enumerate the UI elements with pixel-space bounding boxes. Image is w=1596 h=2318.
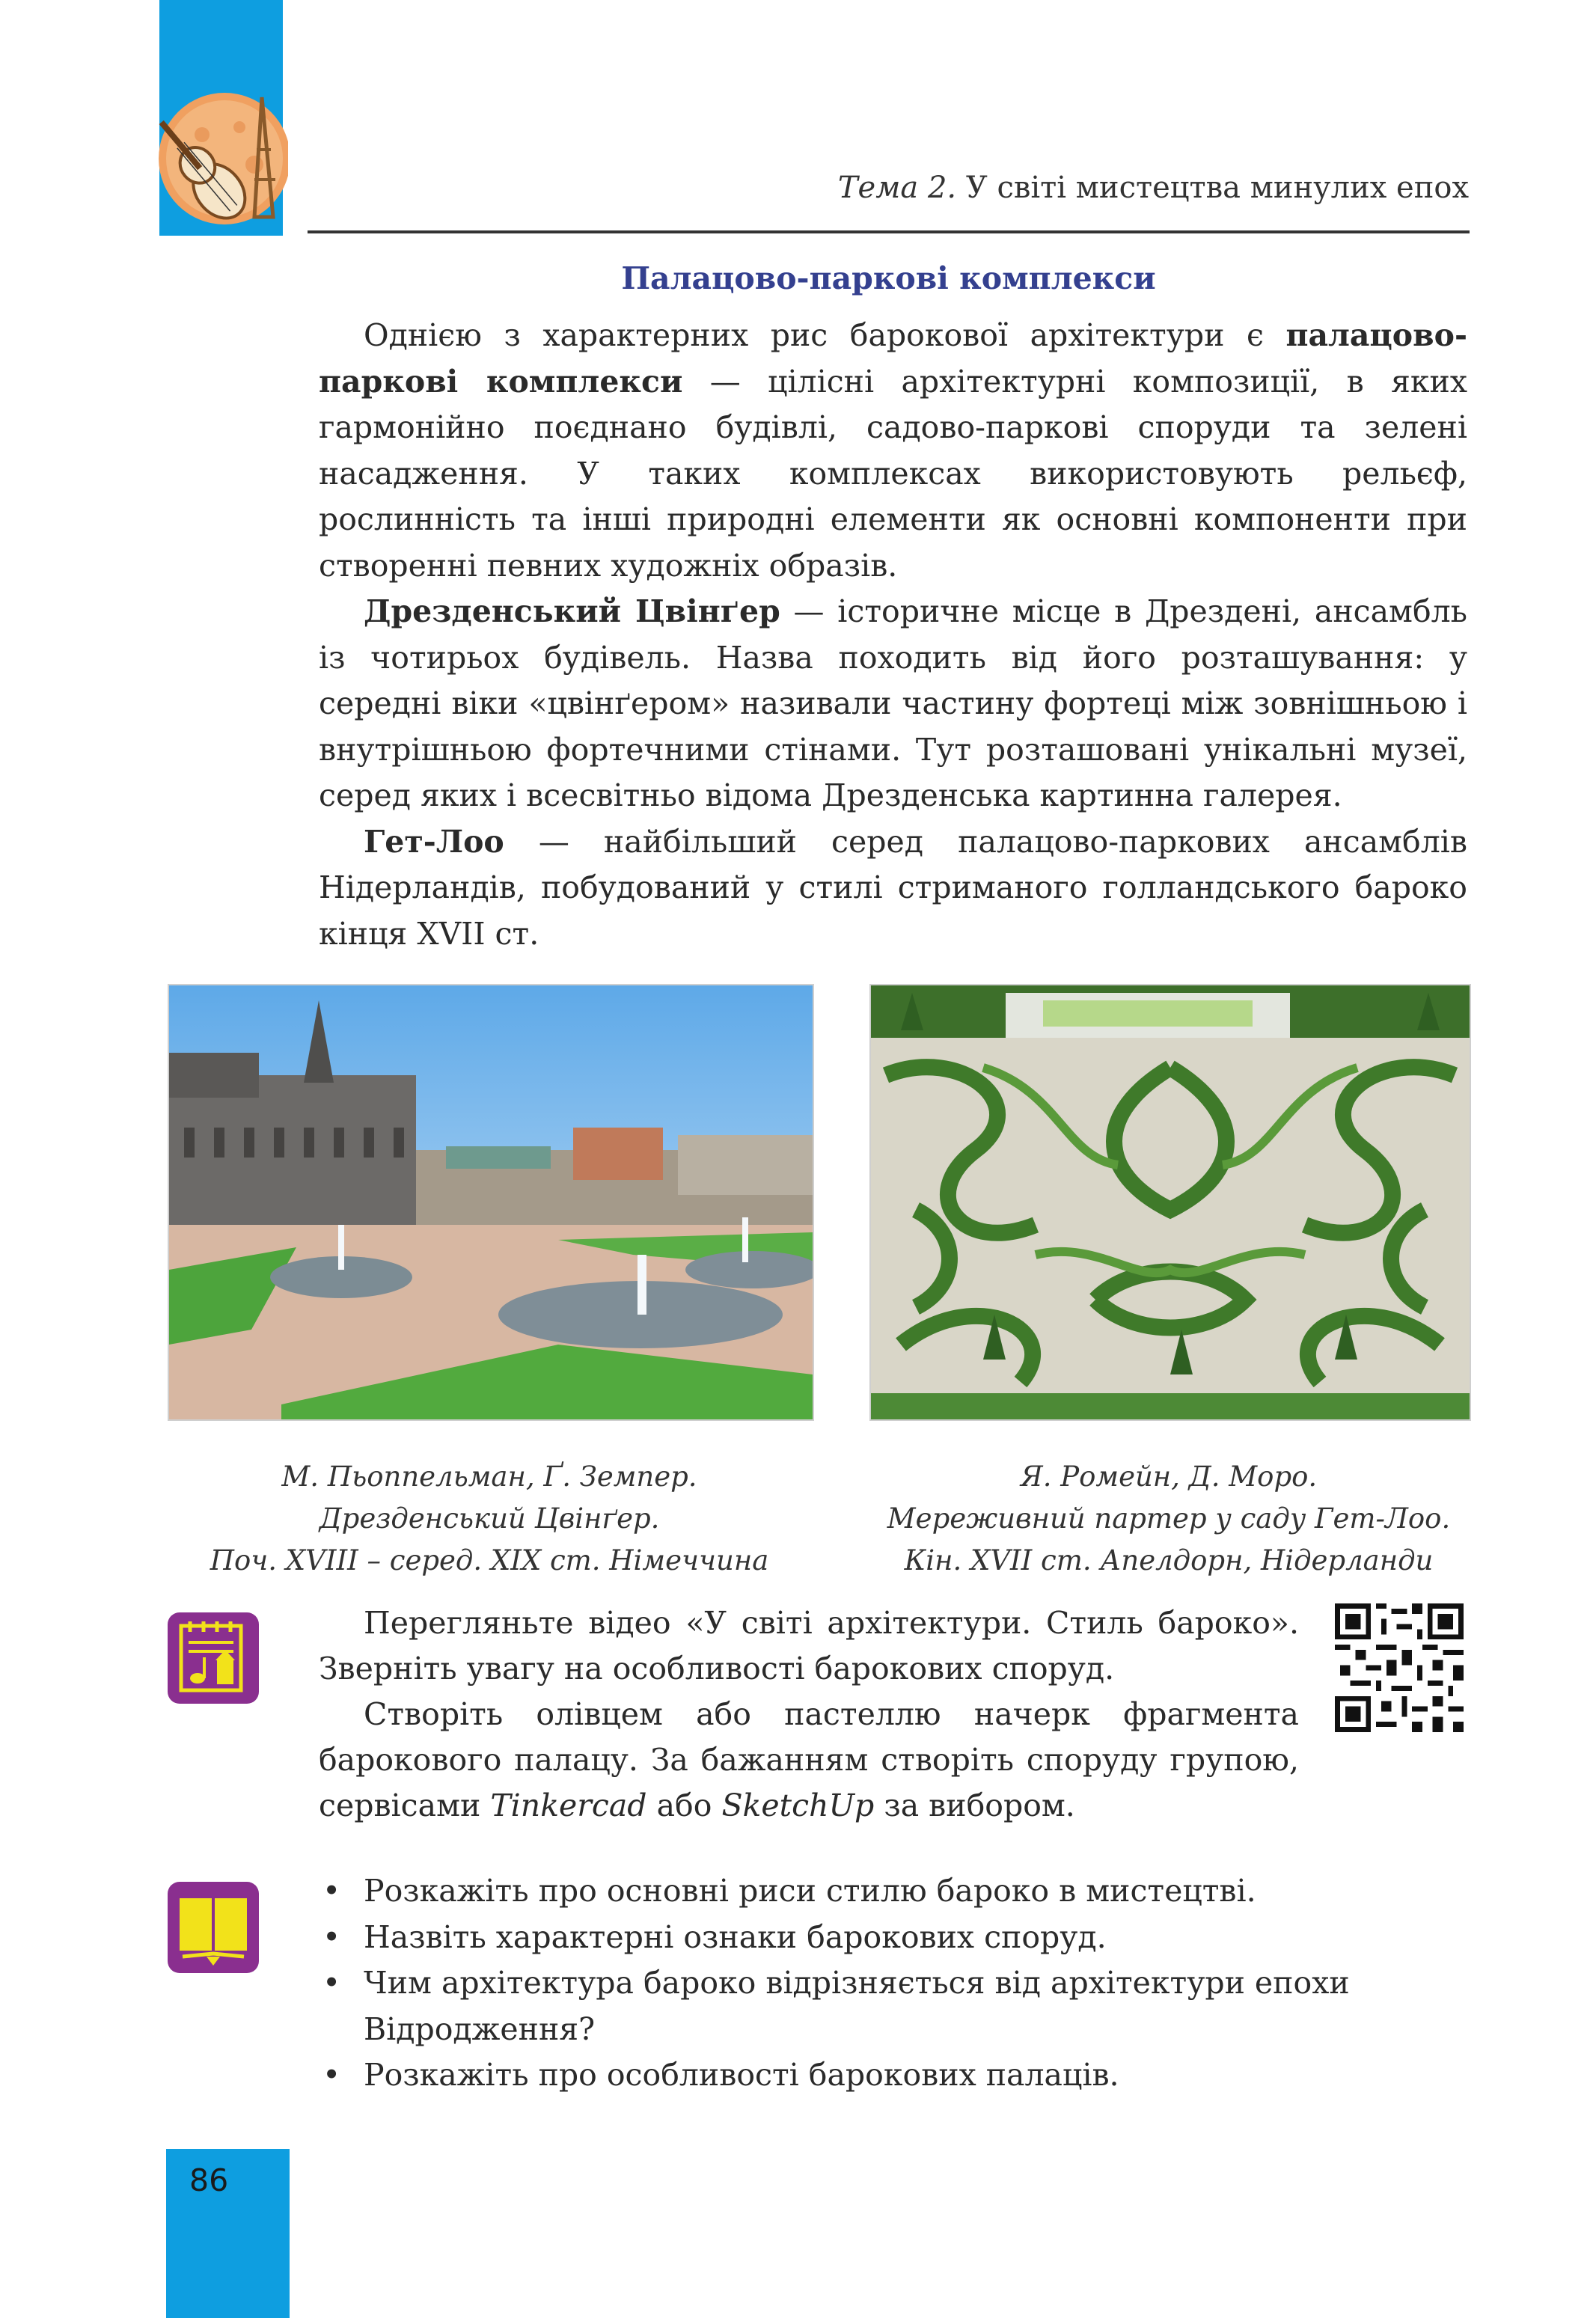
- question-text: Назвіть характерні ознаки барокових споруд.: [364, 1918, 1107, 1955]
- task-sketch: [319, 1692, 1299, 1829]
- zwinger-caption-title: Дрезденський Цвінґер.: [319, 1502, 660, 1535]
- task-sketch-end: за вибором.: [874, 1788, 1075, 1823]
- p2-term: Дрезденський Цвінґер: [364, 593, 780, 629]
- p3-text: — найбільший серед палацово-паркових ансамблів Нідерландів, побудований у стилі стриманого голландського бароко кінця XVII ст.: [319, 823, 1467, 952]
- zwinger-photo: [168, 984, 814, 1421]
- book-icon: [168, 1882, 259, 1973]
- p3-term: Гет-Лоо: [364, 823, 504, 860]
- topic-title: У світі мистецтва минулих епох: [965, 171, 1469, 205]
- music-note-icon: [168, 1612, 259, 1704]
- running-header: [838, 171, 1469, 205]
- review-questions: [319, 1868, 1467, 2099]
- bullet: •: [322, 2057, 341, 2093]
- question-item: [319, 2052, 1467, 2099]
- task-sketch-text: Створіть олівцем або пастеллю начерк фрагмента барокового палацу. За бажанням створіть споруду групою, сервісами: [319, 1696, 1299, 1823]
- tinkercad-name: Tinkercad: [490, 1788, 647, 1823]
- p1-text-rest: — цілісні архітектурні композиції, в яких гармонійно поєднано будівлі, садово-паркові споруди та зелені насадження. У таких комплексах використовують рельєф, рослинність та інші природні елементи як основні компоненти при створенні певних художніх образів.: [319, 363, 1467, 584]
- het-loo-caption-title: Мереживний партер у саду Гет-Лоо.: [887, 1502, 1451, 1535]
- violin-eiffel-emblem-icon: [142, 90, 288, 236]
- question-text: Розкажіть про особливості барокових палаців.: [364, 2057, 1119, 2093]
- het-loo-photo: [869, 984, 1471, 1421]
- question-text: Розкажіть про основні риси стилю бароко в мистецтві.: [364, 1873, 1256, 1909]
- header-rule: [308, 230, 1470, 233]
- page-number: 86: [189, 2162, 229, 2198]
- section-title: Палацово-паркові комплекси: [621, 260, 1156, 296]
- body-text: [319, 313, 1467, 957]
- sketchup-name: SketchUp: [721, 1788, 875, 1823]
- topic-label: Тема 2.: [837, 171, 957, 205]
- het-loo-caption: [869, 1456, 1468, 1582]
- question-item: [319, 1868, 1467, 1915]
- p1-text: Однією з характерних рис барокової архітектури є: [364, 317, 1286, 353]
- paragraph-palace-complexes: [319, 313, 1467, 589]
- het-loo-caption-authors: Я. Ромейн, Д. Моро.: [1020, 1461, 1318, 1493]
- paragraph-zwinger: [319, 589, 1467, 819]
- bullet: •: [322, 1965, 341, 2001]
- question-item: [319, 1960, 1467, 2052]
- bullet: •: [322, 1873, 341, 1909]
- p2-text: — історичне місце в Дрездені, ансамбль із чотирьох будівель. Назва походить від його розташування: у середні віки «цвінґером» називали частину фортеці між зовнішньою і внутрішньою фортечними стінами. Тут розташовані унікальні музеї, серед яких і всесвітньо відома Дрезденська картинна галерея.: [319, 593, 1467, 813]
- p1-term: палацово-паркові комплекси: [319, 317, 1467, 400]
- task-video: Перегляньте відео «У світі архітектури. Стиль бароко». Зверніть увагу на особливості барокових споруд.: [319, 1605, 1299, 1686]
- zwinger-caption-authors: М. Пьоппельман, Ґ. Земпер.: [281, 1461, 697, 1493]
- bullet: •: [322, 1918, 341, 1955]
- task-text: [319, 1600, 1299, 1829]
- zwinger-caption: [168, 1456, 811, 1582]
- qr-code[interactable]: [1335, 1603, 1464, 1732]
- paragraph-het-loo: [319, 819, 1467, 958]
- question-text: Чим архітектура бароко відрізняється від архітектури епохи Відродження?: [364, 1965, 1350, 2047]
- task-sketch-or: або: [646, 1788, 722, 1823]
- het-loo-caption-date: Кін. XVII ст. Апелдорн, Нідерланди: [904, 1544, 1434, 1577]
- zwinger-caption-date: Поч. XVIII – серед. XIX ст. Німеччина: [210, 1544, 769, 1577]
- question-item: [319, 1915, 1467, 1961]
